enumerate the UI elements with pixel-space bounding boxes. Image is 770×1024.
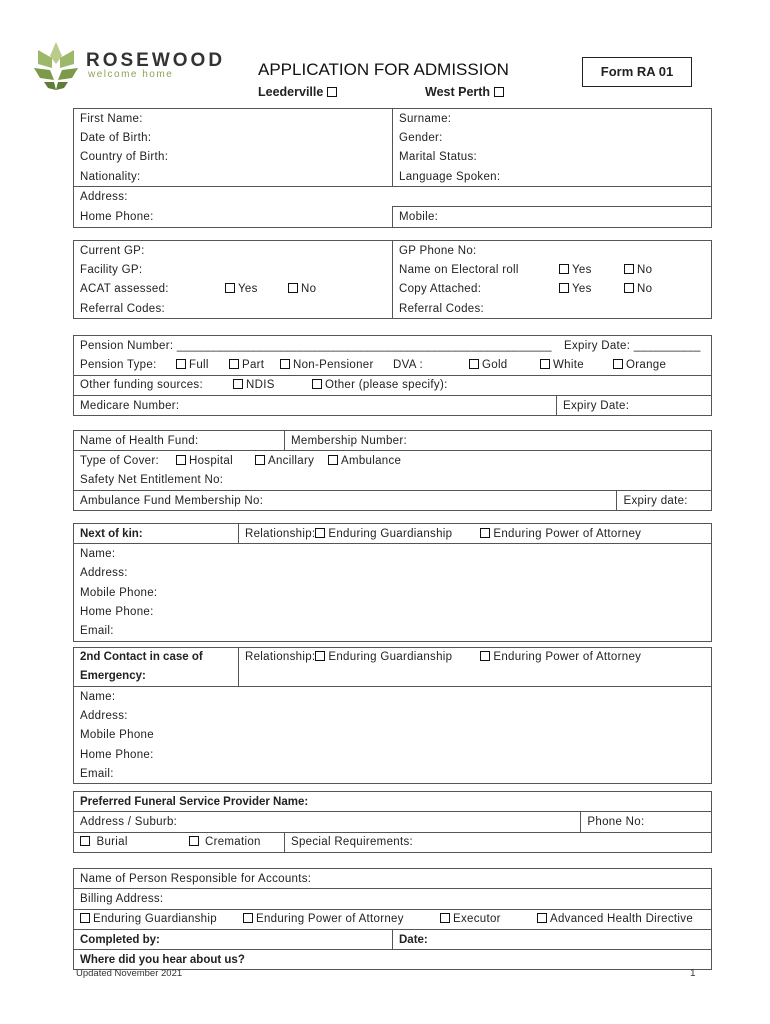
checkbox-icon[interactable] [80, 913, 90, 923]
brand-name: ROSEWOOD [86, 50, 226, 71]
checkbox-icon[interactable] [480, 651, 490, 661]
accounts-authority-row: Enduring Guardianship Enduring Power of Attorney Executor Advanced Health Directive [74, 909, 712, 929]
second-contact-table [73, 647, 712, 784]
billing-address-field[interactable]: Billing Address: [74, 889, 712, 909]
checkbox-icon[interactable] [225, 283, 235, 293]
checkbox-icon[interactable] [440, 913, 450, 923]
brand-tagline: welcome home [88, 69, 174, 80]
home-phone-field[interactable]: Home Phone: [74, 207, 393, 227]
checkbox-icon[interactable] [176, 455, 186, 465]
mobile-field[interactable]: Mobile: [393, 207, 712, 227]
dob-field[interactable]: Date of Birth: [74, 128, 393, 147]
safety-net-field[interactable]: Safety Net Entitlement No: [74, 471, 712, 491]
checkbox-icon[interactable] [540, 359, 550, 369]
funeral-type-row: Burial Cremation [74, 832, 285, 852]
footer-updated: Updated November 2021 [76, 968, 183, 979]
date-field[interactable]: Date: [393, 929, 712, 949]
checkbox-icon[interactable] [80, 836, 90, 846]
location-leederville[interactable]: Leederville [258, 85, 340, 99]
checkbox-icon[interactable] [189, 836, 199, 846]
funeral-address-field[interactable]: Address / Suburb: [74, 812, 581, 832]
checkbox-icon[interactable] [613, 359, 623, 369]
checkbox-icon[interactable] [469, 359, 479, 369]
current-gp-field[interactable]: Current GP: [74, 241, 393, 261]
checkbox-icon[interactable] [315, 651, 325, 661]
gp-table [73, 240, 712, 319]
referral-codes-right[interactable]: Referral Codes: [393, 299, 712, 319]
accounts-table [73, 868, 712, 970]
checkbox-icon[interactable] [537, 913, 547, 923]
checkbox-icon[interactable] [559, 283, 569, 293]
checkbox-icon[interactable] [280, 359, 290, 369]
personal-details-table [73, 108, 712, 228]
kin-email-field[interactable]: Email: [74, 621, 712, 641]
contact2-home-field[interactable]: Home Phone: [74, 745, 712, 764]
membership-field[interactable]: Membership Number: [285, 431, 712, 451]
nationality-field[interactable]: Nationality: [74, 167, 393, 187]
first-name-field[interactable]: First Name: [74, 109, 393, 129]
second-contact-heading: 2nd Contact in case of Emergency: [74, 648, 239, 687]
contact2-name-field[interactable]: Name: [74, 687, 712, 707]
checkbox-icon[interactable] [624, 264, 634, 274]
checkbox-icon[interactable] [288, 283, 298, 293]
electoral-roll-row: Name on Electoral roll Yes No [393, 260, 712, 279]
cover-type-row: Type of Cover: Hospital Ancillary Ambulance [74, 451, 712, 471]
acat-row: ACAT assessed: Yes No [74, 280, 393, 299]
checkbox-icon[interactable] [328, 455, 338, 465]
referral-codes-left[interactable]: Referral Codes: [74, 299, 393, 319]
country-field[interactable]: Country of Birth: [74, 148, 393, 167]
location-west-perth[interactable]: West Perth [425, 85, 507, 99]
checkbox-icon[interactable] [327, 87, 337, 97]
pension-table [73, 335, 712, 416]
checkbox-icon[interactable] [176, 359, 186, 369]
surname-field[interactable]: Surname: [393, 109, 712, 129]
checkbox-icon[interactable] [255, 455, 265, 465]
page-number: 1 [690, 968, 696, 979]
kin-relationship-row: Relationship: Enduring Guardianship Enduring Power of Attorney [239, 524, 712, 544]
checkbox-icon[interactable] [315, 528, 325, 538]
special-requirements-field[interactable]: Special Requirements: [285, 832, 712, 852]
contact2-address-field[interactable]: Address: [74, 706, 712, 725]
checkbox-icon[interactable] [243, 913, 253, 923]
funeral-phone-field[interactable]: Phone No: [581, 812, 712, 832]
completed-by-field[interactable]: Completed by: [74, 929, 393, 949]
marital-field[interactable]: Marital Status: [393, 148, 712, 167]
gender-field[interactable]: Gender: [393, 128, 712, 147]
facility-gp-field[interactable]: Facility GP: [74, 260, 393, 279]
form-id-badge: Form RA 01 [582, 57, 692, 87]
health-fund-table [73, 430, 712, 511]
ambulance-membership-field[interactable]: Ambulance Fund Membership No: [74, 490, 617, 510]
checkbox-icon[interactable] [233, 379, 243, 389]
hear-about-us-field[interactable]: Where did you hear about us? [74, 950, 712, 970]
pension-type-row: Pension Type: Full Part Non-Pensioner DVA : Gold White Orange [74, 355, 712, 375]
contact2-relationship-row: Relationship: Enduring Guardianship Enduring Power of Attorney [239, 648, 712, 687]
checkbox-icon[interactable] [559, 264, 569, 274]
kin-mobile-field[interactable]: Mobile Phone: [74, 583, 712, 602]
responsible-person-field[interactable]: Name of Person Responsible for Accounts: [74, 869, 712, 889]
kin-name-field[interactable]: Name: [74, 544, 712, 564]
leaf-icon [34, 42, 78, 90]
kin-home-field[interactable]: Home Phone: [74, 602, 712, 621]
contact2-email-field[interactable]: Email: [74, 764, 712, 784]
other-funding-row: Other funding sources: NDIS Other (please specify): [74, 375, 712, 395]
checkbox-icon[interactable] [312, 379, 322, 389]
health-fund-field[interactable]: Name of Health Fund: [74, 431, 285, 451]
checkbox-icon[interactable] [494, 87, 504, 97]
kin-address-field[interactable]: Address: [74, 564, 712, 583]
next-of-kin-table [73, 523, 712, 642]
funeral-table [73, 791, 712, 853]
copy-attached-row: Copy Attached: Yes No [393, 280, 712, 299]
checkbox-icon[interactable] [480, 528, 490, 538]
page-title: APPLICATION FOR ADMISSION [258, 60, 509, 79]
language-field[interactable]: Language Spoken: [393, 167, 712, 187]
next-of-kin-heading: Next of kin: [74, 524, 239, 544]
ambulance-expiry-field[interactable]: Expiry date: [617, 490, 712, 510]
contact2-mobile-field[interactable]: Mobile Phone [74, 726, 712, 745]
checkbox-icon[interactable] [624, 283, 634, 293]
gp-phone-field[interactable]: GP Phone No: [393, 241, 712, 261]
checkbox-icon[interactable] [229, 359, 239, 369]
address-field[interactable]: Address: [74, 187, 712, 207]
funeral-heading: Preferred Funeral Service Provider Name: [74, 792, 712, 812]
medicare-expiry-field[interactable]: Expiry Date: [557, 395, 712, 415]
medicare-field[interactable]: Medicare Number: [74, 395, 557, 415]
pension-number-row[interactable]: Pension Number: ________________________________________________________ Expiry Date: __________ [74, 336, 712, 356]
